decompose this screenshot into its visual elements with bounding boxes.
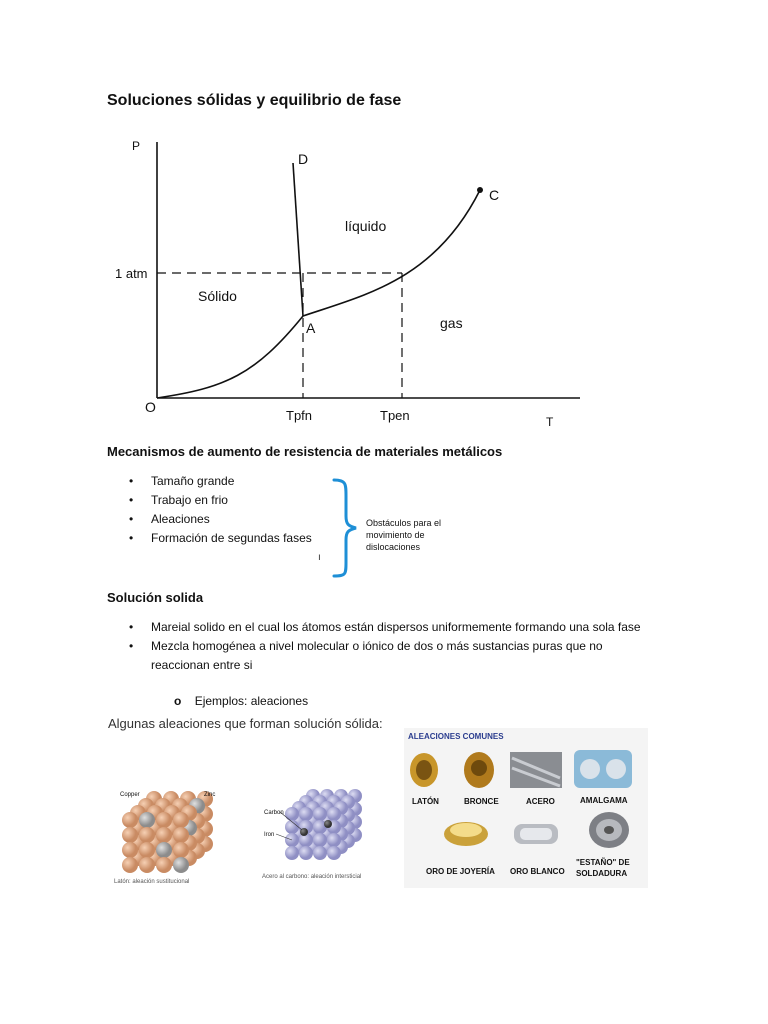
interstitial-lattice — [258, 780, 393, 890]
stray-mark: ı — [318, 552, 321, 563]
bracket-note-line-1: Obstáculos para el — [366, 518, 442, 528]
atom — [313, 833, 327, 847]
atom — [173, 812, 189, 828]
laton-photo — [410, 753, 438, 787]
lattice1-label-copper: Copper — [120, 792, 140, 798]
atom — [122, 842, 138, 858]
atom — [156, 827, 172, 843]
estano-label-line-1: "ESTAÑO" DE — [576, 858, 630, 867]
lattice2-label-carbon: Carbon — [264, 810, 284, 816]
list-item: • Trabajo en frio — [129, 493, 228, 507]
gas-region-label: gas — [440, 315, 463, 331]
lattice2-caption: Acero al carbono: aleación intersticial — [262, 874, 362, 880]
atom — [122, 827, 138, 843]
atom — [156, 842, 172, 858]
atom — [299, 846, 313, 860]
atom — [173, 842, 189, 858]
page-title: Soluciones sólidas y equilibrio de fase — [107, 92, 402, 109]
triple-point-label: A — [306, 320, 316, 336]
atom — [327, 846, 341, 860]
oro-blanco-label: ORO BLANCO — [510, 867, 565, 876]
solid-region-label: Sólido — [198, 288, 237, 304]
point-d-label: D — [298, 151, 309, 167]
oro-blanco-photo — [514, 824, 558, 844]
estano-label-line-2: SOLDADURA — [576, 869, 628, 878]
oro-joyeria-photo — [444, 822, 488, 846]
alloys-heading: Algunas aleaciones que forman solución sólida: — [108, 716, 383, 731]
tpen-label: Tpen — [380, 408, 410, 423]
bracket-note-line-3: dislocaciones — [366, 542, 421, 552]
common-alloys-header: ALEACIONES COMUNES — [408, 732, 504, 741]
critical-point — [477, 187, 483, 193]
bracket-note — [328, 476, 468, 581]
bronce-photo — [464, 752, 494, 788]
atom — [156, 812, 172, 828]
substitutional-lattice — [108, 780, 248, 890]
critical-point-label: C — [489, 187, 500, 203]
atom — [327, 833, 341, 847]
acero-photo — [510, 752, 562, 788]
atom — [173, 827, 189, 843]
atom — [285, 846, 299, 860]
atom — [313, 846, 327, 860]
list-item: • Tamaño grande — [129, 474, 235, 488]
atom — [327, 807, 341, 821]
lattice1-caption: Latón: aleación sustitucional — [114, 879, 190, 885]
lattice2-label-iron: Iron — [264, 832, 275, 838]
melting-curve — [293, 163, 303, 316]
bronce-label: BRONCE — [464, 797, 499, 806]
liquid-region-label: líquido — [345, 218, 387, 234]
tpfn-label: Tpfn — [286, 408, 313, 423]
origin-label: O — [145, 399, 156, 415]
list-item: • Mareial solido en el cual los átomos están dispersos uniformemente formando una sola fase — [129, 620, 641, 634]
brace-icon — [334, 480, 356, 576]
amalgama-photo — [574, 750, 632, 788]
p-axis-label: P — [132, 139, 141, 153]
list-item: • Mezcla homogénea a nivel molecular o iónico de dos o más sustancias puras que no reaccionan entre si — [129, 639, 603, 672]
t-axis-label: T — [546, 415, 554, 429]
amalgama-label: AMALGAMA — [580, 796, 628, 805]
common-alloys-panel — [404, 728, 648, 888]
mechanisms-heading: Mecanismos de aumento de resistencia de materiales metálicos — [107, 444, 503, 459]
bracket-note-line-2: movimiento de — [366, 530, 425, 540]
atom — [173, 857, 189, 873]
sub-bullet: o — [174, 694, 182, 708]
atom — [313, 807, 327, 821]
phase-diagram — [105, 130, 595, 435]
atom — [122, 857, 138, 873]
atom — [285, 807, 299, 821]
acero-label: ACERO — [526, 797, 555, 806]
atom — [299, 807, 313, 821]
atom — [139, 857, 155, 873]
laton-label: LATÓN — [412, 797, 439, 806]
sub-list-item: o Ejemplos: aleaciones — [174, 694, 309, 708]
mechanisms-list — [107, 472, 337, 548]
atom — [139, 842, 155, 858]
solution-heading: Solución solida — [107, 590, 204, 605]
list-item: • Aleaciones — [129, 512, 210, 526]
atom — [122, 812, 138, 828]
lattice1-label-zinc: Zinc — [204, 792, 216, 798]
atom — [139, 827, 155, 843]
oro-joyeria-label: ORO DE JOYERÍA — [426, 867, 495, 876]
atom — [156, 857, 172, 873]
atom — [139, 812, 155, 828]
atom — [324, 820, 332, 828]
atm-label: 1 atm — [115, 266, 148, 281]
solution-list — [107, 618, 652, 675]
list-item: • Formación de segundas fases — [129, 531, 312, 545]
estano-photo — [589, 812, 629, 848]
